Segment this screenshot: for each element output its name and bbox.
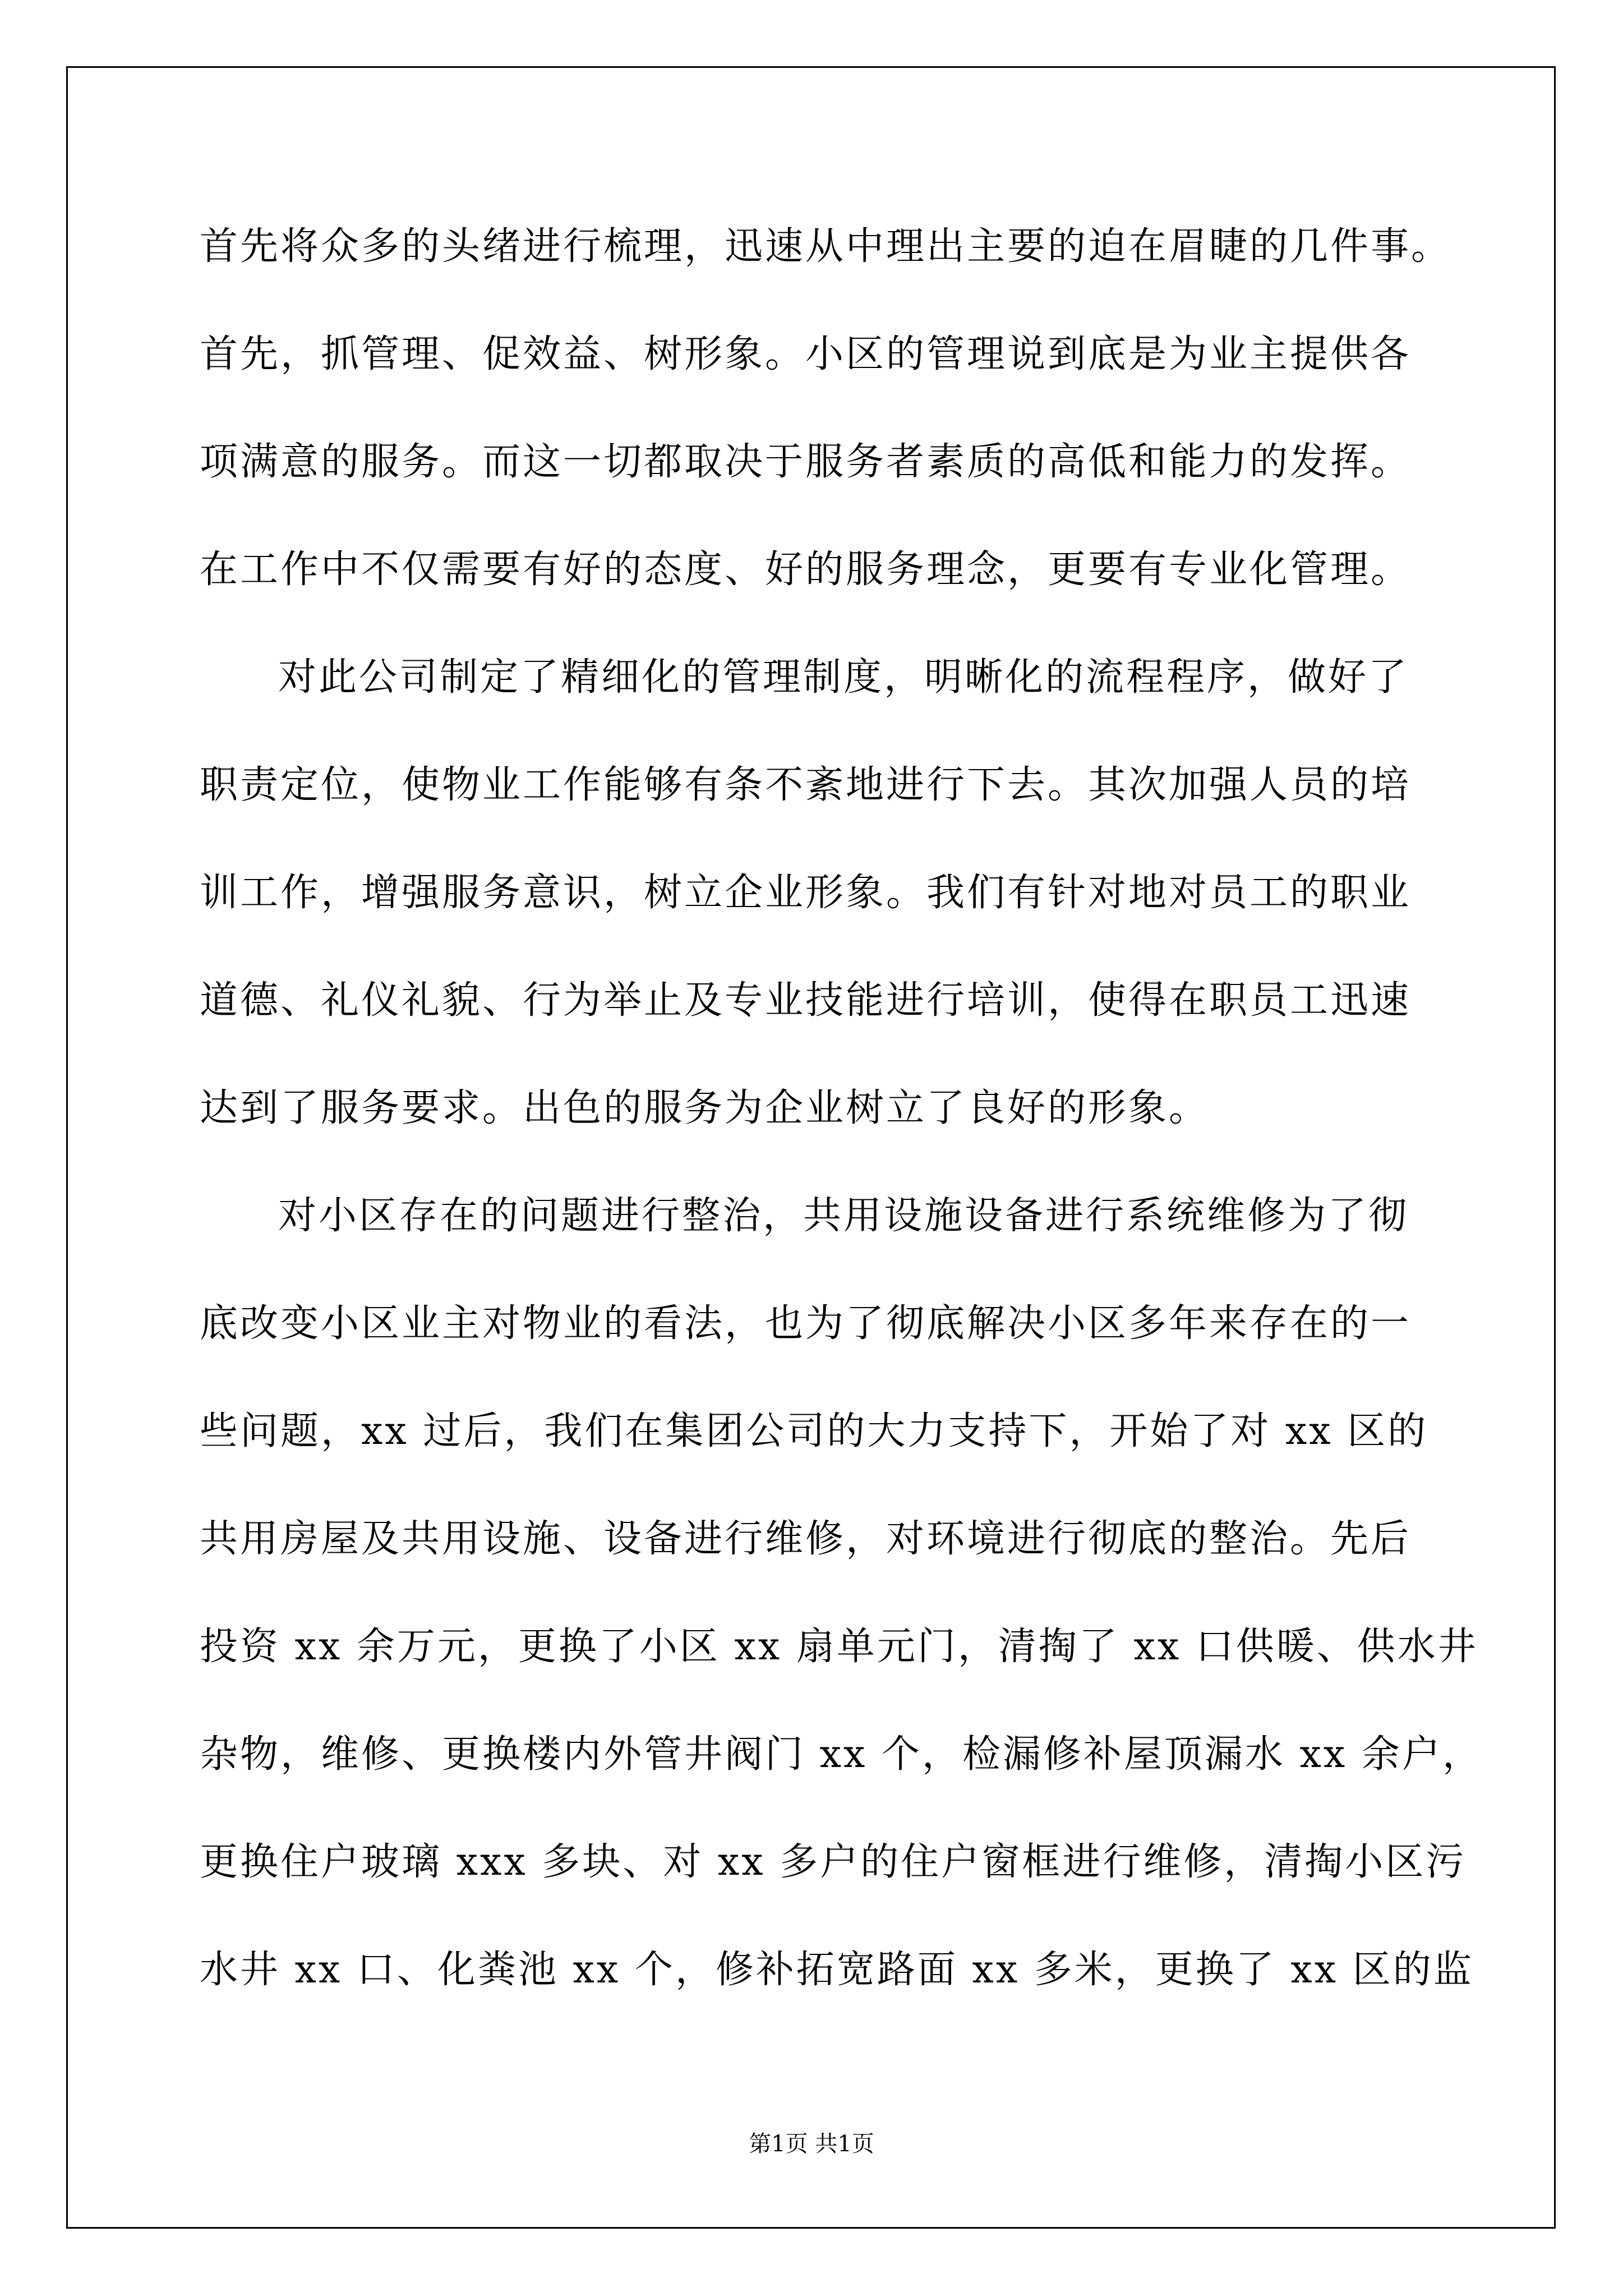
- paragraph-start-line: 对此公司制定了精细化的管理制度，明晰化的流程程序，做好了: [278, 655, 1409, 700]
- text-line: 达到了服务要求。出色的服务为企业树立了良好的形象。: [200, 1086, 1210, 1130]
- page-number-footer: 第1页 共1页: [749, 2131, 874, 2157]
- text-line: 首先，抓管理、促效益、树形象。小区的管理说到底是为业主提供各: [200, 332, 1412, 376]
- text-line: 职责定位，使物业工作能够有条不紊地进行下去。其次加强人员的培: [200, 763, 1412, 807]
- text-line: 投资 xx 余万元，更换了小区 xx 扇单元门，清掏了 xx 口供暖、供水井: [200, 1625, 1478, 1669]
- text-line: 训工作，增强服务意识，树立企业形象。我们有针对地对员工的职业: [200, 871, 1412, 915]
- text-line: 底改变小区业主对物业的看法，也为了彻底解决小区多年来存在的一: [200, 1301, 1412, 1346]
- text-line: 在工作中不仅需要有好的态度、好的服务理念，更要有专业化管理。: [200, 547, 1412, 592]
- paragraph-start-line: 对小区存在的问题进行整治，共用设施设备进行系统维修为了彻: [278, 1194, 1409, 1238]
- text-line: 共用房屋及共用设施、设备进行维修，对环境进行彻底的整治。先后: [200, 1517, 1412, 1561]
- text-line: 道德、礼仪礼貌、行为举止及专业技能进行培训，使得在职员工迅速: [200, 978, 1412, 1023]
- text-line: 些问题，xx 过后，我们在集团公司的大力支持下，开始了对 xx 区的: [200, 1409, 1428, 1453]
- text-line: 项满意的服务。而这一切都取决于服务者素质的高低和能力的发挥。: [200, 440, 1412, 484]
- text-line: 水井 xx 口、化粪池 xx 个，修补拓宽路面 xx 多米，更换了 xx 区的监: [200, 1948, 1474, 1992]
- document-body: [200, 213, 1483, 2044]
- text-line: 杂物，维修、更换楼内外管井阀门 xx 个，检漏修补屋顶漏水 xx 余户，: [200, 1732, 1483, 1777]
- text-line: 首先将众多的头绪进行梳理，迅速从中理出主要的迫在眉睫的几件事。: [200, 224, 1452, 269]
- text-line: 更换住户玻璃 xxx 多块、对 xx 多户的住户窗框进行维修，清掏小区污: [200, 1840, 1467, 1884]
